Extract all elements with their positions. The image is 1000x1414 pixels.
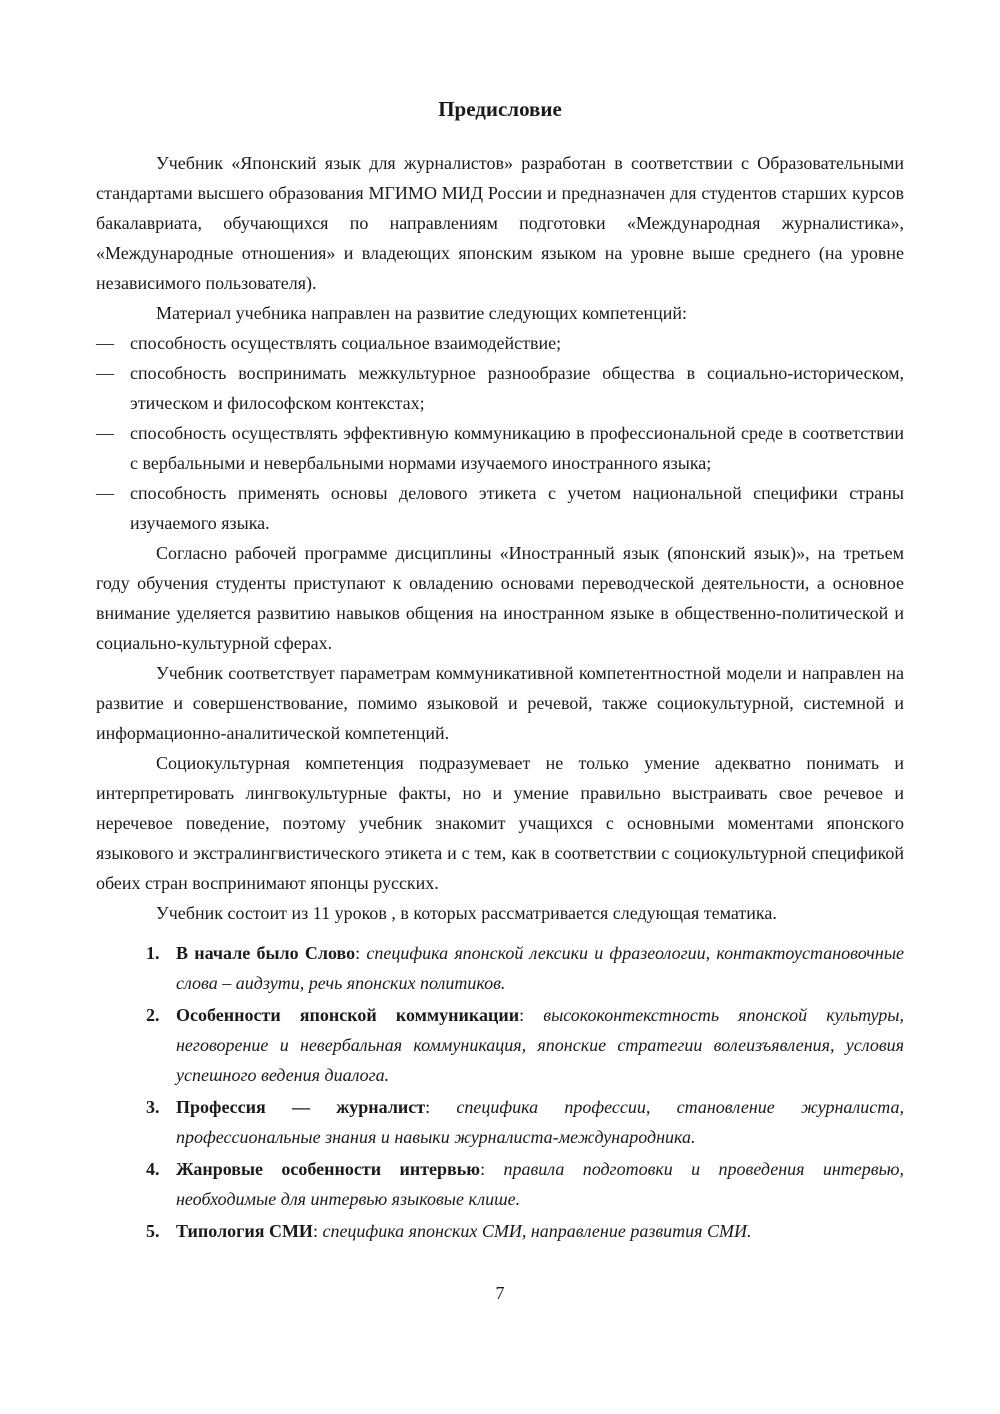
topic-number: 4. [146,1159,160,1179]
structure-paragraph: Учебник состоит из 11 уроков , в которых рассматривается следующая тематика. [156,903,777,923]
topic-description: специфика японской лексики и фразеологии, контактоустановочные слова – аидзути, речь японских политиков. [176,943,904,993]
topic-separator: : [312,1221,323,1241]
dash-marker: — [96,333,114,353]
competency-text: способность осуществлять социальное взаимодействие; [130,333,562,353]
topic-item [96,1154,904,1214]
topic-separator: : [425,1097,457,1117]
topics-list [96,938,904,1246]
topic-item [96,1216,904,1246]
topic-heading: Типология СМИ [176,1221,313,1241]
topic-heading: В начале было Слово [176,943,356,963]
document-body [96,148,904,1248]
topic-description: правила подготовки и проведения интервью, необходимые для интервью языковые клише. [176,1159,904,1209]
list-item [96,418,904,478]
topic-item [96,1092,904,1152]
topic-separator: : [519,1005,544,1025]
dash-marker: — [96,363,114,383]
dash-marker: — [96,483,114,503]
competencies-intro: Материал учебника направлен на развитие следующих компетенций: [156,303,687,323]
competencies-list [96,328,904,538]
topic-number: 2. [146,1005,160,1025]
dash-marker: — [96,423,114,443]
topic-number: 1. [146,943,160,963]
competency-text: способность применять основы делового этикета с учетом национальной специфики страны изучаемого языка. [130,483,904,533]
topic-heading: Особенности японской коммуникации [176,1005,520,1025]
topic-number: 5. [146,1221,160,1241]
page-number: 7 [495,1283,505,1303]
competency-text: способность воспринимать межкультурное разнообразие общества в социально-историческом, этическом и философском контекстах; [130,363,904,413]
topic-separator: : [480,1159,504,1179]
sociocultural-paragraph: Социокультурная компетенция подразумевает не только умение адекватно понимать и интерпретировать лингвокультурные факты, но и умение правильно выстраивать свое речевое и неречевое поведение, поэтому учебник знакомит учащихся с основными моментами японского языкового и экстралингвистического этикета и с тем, как в соответствии с социокультурной спецификой обеих стран воспринимают японцы русских. [96,753,904,893]
list-item [96,478,904,538]
topic-separator: : [355,943,367,963]
topic-description: высококонтекстность японской культуры, неговорение и невербальная коммуникация, японские стратегии волеизъявления, условия успешного ведения диалога. [176,1005,904,1085]
topic-number: 3. [146,1097,160,1117]
list-item [96,328,904,358]
topic-description: специфика профессии, становление журналиста, профессиональные знания и навыки журналиста-международника. [176,1097,904,1147]
topic-item [96,1000,904,1090]
intro-paragraph: Учебник «Японский язык для журналистов» разработан в соответствии с Образовательными стандартами высшего образования МГИМО МИД России и предназначен для студентов старших курсов бакалавриата, обучающихся по направлениям подготовки «Международная журналистика», «Международные отношения» и владеющих японским языком на уровне выше среднего (на уровне независимого пользователя). [96,153,904,293]
topic-heading: Профессия — журналист [176,1097,426,1117]
list-item [96,358,904,418]
competency-text: способность осуществлять эффективную коммуникацию в профессиональной среде в соответствии с вербальными и невербальными нормами изучаемого иностранного языка; [130,423,904,473]
topic-item [96,938,904,998]
topic-description: специфика японских СМИ, направление развития СМИ. [322,1221,752,1241]
page-title: Предисловие [438,97,562,121]
model-paragraph: Учебник соответствует параметрам коммуникативной компетентностной модели и направлен на развитие и совершенствование, помимо языковой и речевой, также социокультурной, системной и информационно-аналитической компетенций. [96,663,904,743]
program-paragraph: Согласно рабочей программе дисциплины «Иностранный язык (японский язык)», на третьем году обучения студенты приступают к овладению основами переводческой деятельности, а основное внимание уделяется развитию навыков общения на иностранном языке в общественно-политической и социально-культурной сферах. [96,543,904,653]
topic-heading: Жанровые особенности интервью [176,1159,481,1179]
